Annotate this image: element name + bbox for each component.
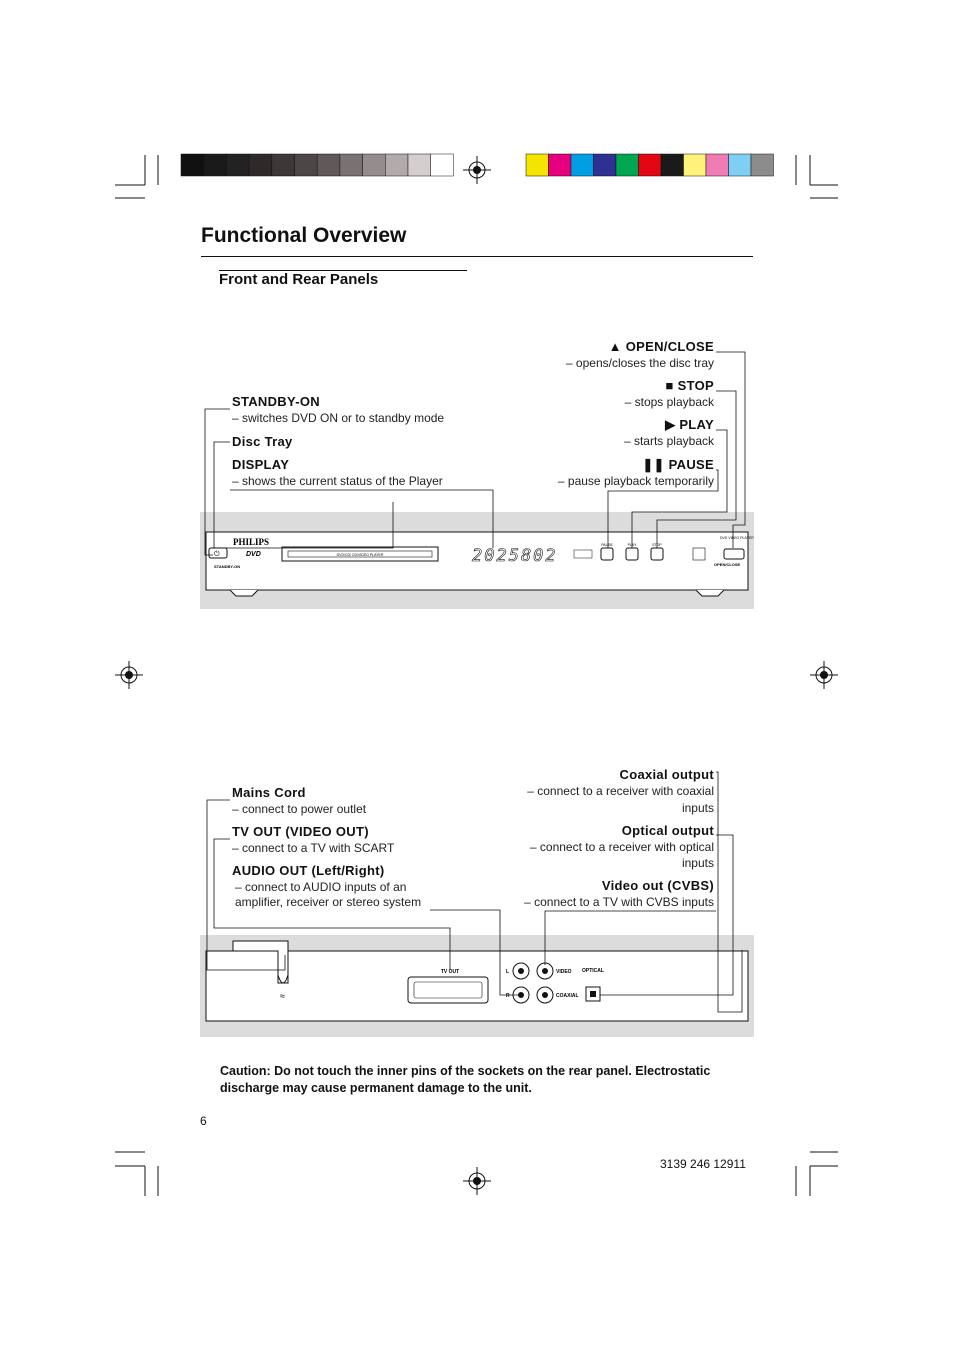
power-icon: ⏻ bbox=[214, 551, 220, 558]
tv-out-desc: – connect to a TV with SCART bbox=[232, 841, 395, 855]
audio-right-text: R bbox=[506, 993, 510, 999]
document-code: 3139 246 12911 bbox=[660, 1157, 746, 1171]
tv-out-text: TV OUT bbox=[440, 969, 460, 975]
coaxial-desc-1: – connect to a receiver with coaxial bbox=[527, 784, 714, 798]
mains-cord-desc: – connect to power outlet bbox=[232, 802, 367, 816]
play-icon: ▶ bbox=[665, 417, 680, 432]
brand-logo: PHILIPS bbox=[233, 537, 270, 547]
optical-desc-1: – connect to a receiver with optical bbox=[529, 840, 714, 854]
standby-text: STANDBY-ON bbox=[214, 564, 241, 569]
pause-button-text: PAUSE bbox=[601, 543, 613, 547]
stop-icon: ■ bbox=[665, 378, 678, 393]
pause-label: ❚❚ PAUSE bbox=[642, 457, 714, 472]
video-text: VIDEO bbox=[556, 969, 572, 975]
mains-cord-label: Mains Cord bbox=[232, 785, 306, 800]
standby-desc: – switches DVD ON or to standby mode bbox=[232, 411, 445, 425]
model-text: DVD VIDEO PLAYER bbox=[720, 536, 754, 540]
dvd-logo: DVD bbox=[246, 551, 261, 558]
audio-out-label: AUDIO OUT (Left/Right) bbox=[232, 863, 385, 878]
pause-desc: – pause playback temporarily bbox=[557, 474, 714, 488]
coaxial-text: COAXIAL bbox=[556, 993, 579, 999]
optical-desc-2: inputs bbox=[681, 856, 714, 870]
audio-out-desc-1: – connect to AUDIO inputs of an bbox=[235, 880, 407, 894]
pause-icon: ❚❚ bbox=[642, 457, 669, 472]
video-out-label: Video out (CVBS) bbox=[601, 878, 714, 893]
display-digits: 2025802 bbox=[472, 546, 558, 566]
display-desc: – shows the current status of the Player bbox=[232, 474, 443, 488]
stop-desc: – stops playback bbox=[624, 395, 714, 409]
tray-text: DVD/CD/ CD/VIDEO PLAYER bbox=[336, 553, 384, 557]
audio-left-text: L bbox=[506, 969, 510, 975]
page-title: Functional Overview bbox=[201, 224, 407, 247]
caution-text: Caution: Do not touch the inner pins of the sockets on the rear panel. Electrostatic discharge may cause permanent damage to the unit. bbox=[220, 1064, 711, 1095]
coaxial-label: Coaxial output bbox=[619, 767, 714, 782]
open-close-text: OPEN/CLOSE bbox=[714, 562, 741, 567]
tv-out-label: TV OUT (VIDEO OUT) bbox=[232, 824, 369, 839]
ac-symbol-icon: ≈ bbox=[280, 991, 285, 1001]
open-close-label: ▲ OPEN/CLOSE bbox=[608, 339, 714, 354]
play-desc: – starts playback bbox=[623, 434, 714, 448]
play-label: ▶ PLAY bbox=[665, 417, 714, 432]
eject-icon: ▲ bbox=[608, 339, 626, 354]
coaxial-desc-2: inputs bbox=[681, 801, 714, 815]
play-button-text: PLAY bbox=[627, 543, 637, 547]
optical-label: Optical output bbox=[621, 823, 714, 838]
video-out-desc: – connect to a TV with CVBS inputs bbox=[524, 895, 714, 909]
page-number: 6 bbox=[200, 1114, 207, 1128]
optical-text: OPTICAL bbox=[582, 968, 604, 974]
stop-button-text: STOP bbox=[652, 543, 662, 547]
open-close-desc: – opens/closes the disc tray bbox=[565, 356, 714, 370]
section-subtitle: Front and Rear Panels bbox=[219, 271, 379, 288]
display-label: DISPLAY bbox=[232, 457, 290, 472]
disc-tray-label: Disc Tray bbox=[232, 434, 293, 449]
stop-label: ■ STOP bbox=[665, 378, 714, 393]
audio-out-desc-2: amplifier, receiver or stereo system bbox=[235, 895, 422, 909]
standby-label: STANDBY-ON bbox=[232, 394, 320, 409]
